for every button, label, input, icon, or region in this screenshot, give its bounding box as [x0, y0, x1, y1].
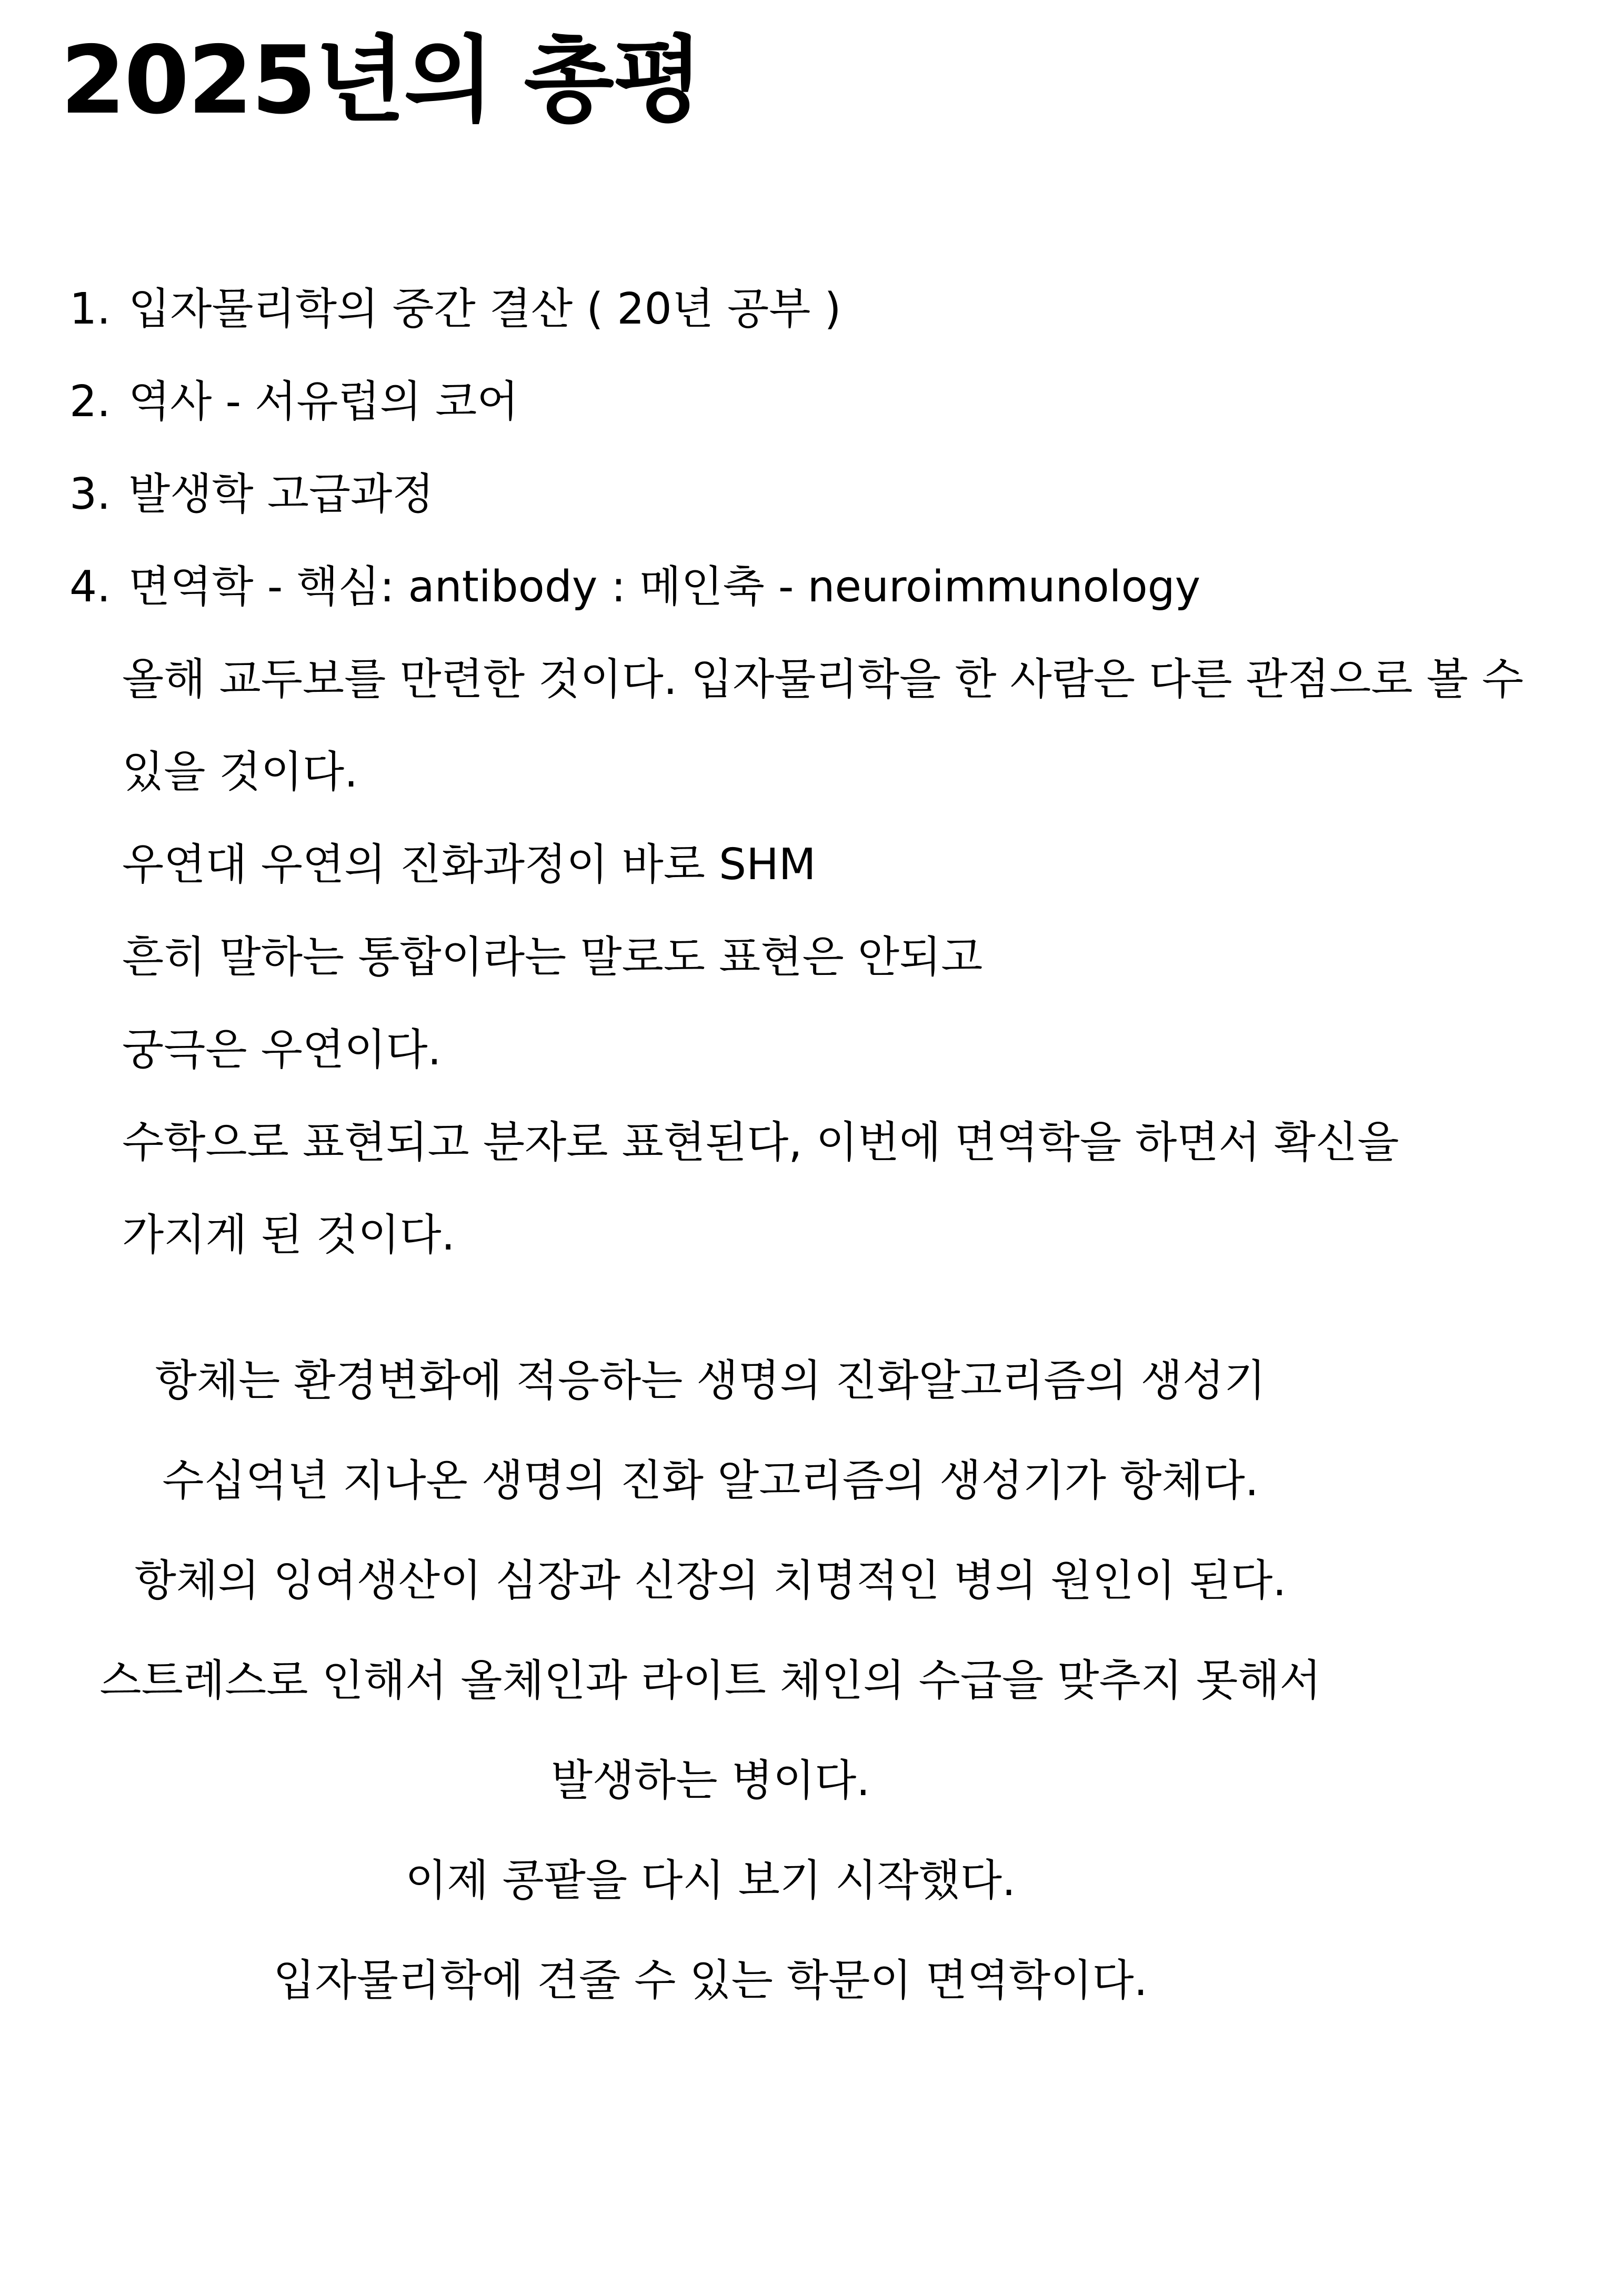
paragraph-line: 우연대 우연의 진화과정이 바로 SHM	[122, 840, 816, 890]
list-item-text: 역사 - 서유럽의 코어	[128, 377, 519, 427]
topic-list	[69, 263, 1200, 633]
list-item-number: 2.	[69, 377, 111, 427]
list-item	[69, 541, 1200, 633]
paragraph-line: 흔히 말하는 통합이라는 말로도 표현은 안되고	[122, 932, 983, 982]
centered-line: 항체의 잉여생산이 심장과 신장의 치명적인 병의 원인이 된다.	[134, 1556, 1287, 1606]
centered-closing	[0, 1331, 1421, 2031]
document-title: 2025년의 총평	[61, 26, 702, 135]
paragraph-line: 궁극은 우연이다.	[122, 1025, 442, 1075]
list-item-text: 면역학 - 핵심: antibody : 메인축 - neuroimmunology	[128, 562, 1201, 612]
list-item-number: 3.	[69, 469, 111, 519]
paragraph-line: 있을 것이다.	[122, 747, 358, 797]
centered-line: 스트레스로 인해서 올체인과 라이트 체인의 수급을 맞추지 못해서	[99, 1656, 1321, 1706]
centered-line: 입자물리학에 견줄 수 있는 학문이 면역학이다.	[273, 1956, 1148, 2006]
list-item-text: 입자물리학의 중간 결산 ( 20년 공부 )	[128, 284, 841, 334]
centered-line: 발생하는 병이다.	[550, 1756, 870, 1806]
paragraph-line: 수학으로 표현되고 분자로 표현된다, 이번에 면역학을 하면서 확신을	[122, 1117, 1399, 1167]
paragraph-line: 올해 교두보를 만련한 것이다. 입자물리학을 한 사람은 다른 관점으로 볼 수	[122, 654, 1524, 704]
body-paragraph	[122, 633, 1523, 1282]
centered-line: 수십억년 지나온 생명의 진화 알고리즘의 생성기가 항체다.	[162, 1456, 1259, 1506]
list-item	[69, 263, 1200, 356]
paragraph-line: 가지게 된 것이다.	[122, 1210, 455, 1260]
list-item-number: 4.	[69, 562, 111, 612]
list-item	[69, 448, 1200, 541]
list-item-number: 1.	[69, 284, 111, 334]
list-item	[69, 356, 1200, 448]
centered-line: 이제 콩팥을 다시 보기 시작했다.	[405, 1856, 1016, 1906]
list-item-text: 발생학 고급과정	[128, 469, 434, 519]
centered-line: 항체는 환경변화에 적응하는 생명의 진화알고리즘의 생성기	[155, 1356, 1266, 1406]
